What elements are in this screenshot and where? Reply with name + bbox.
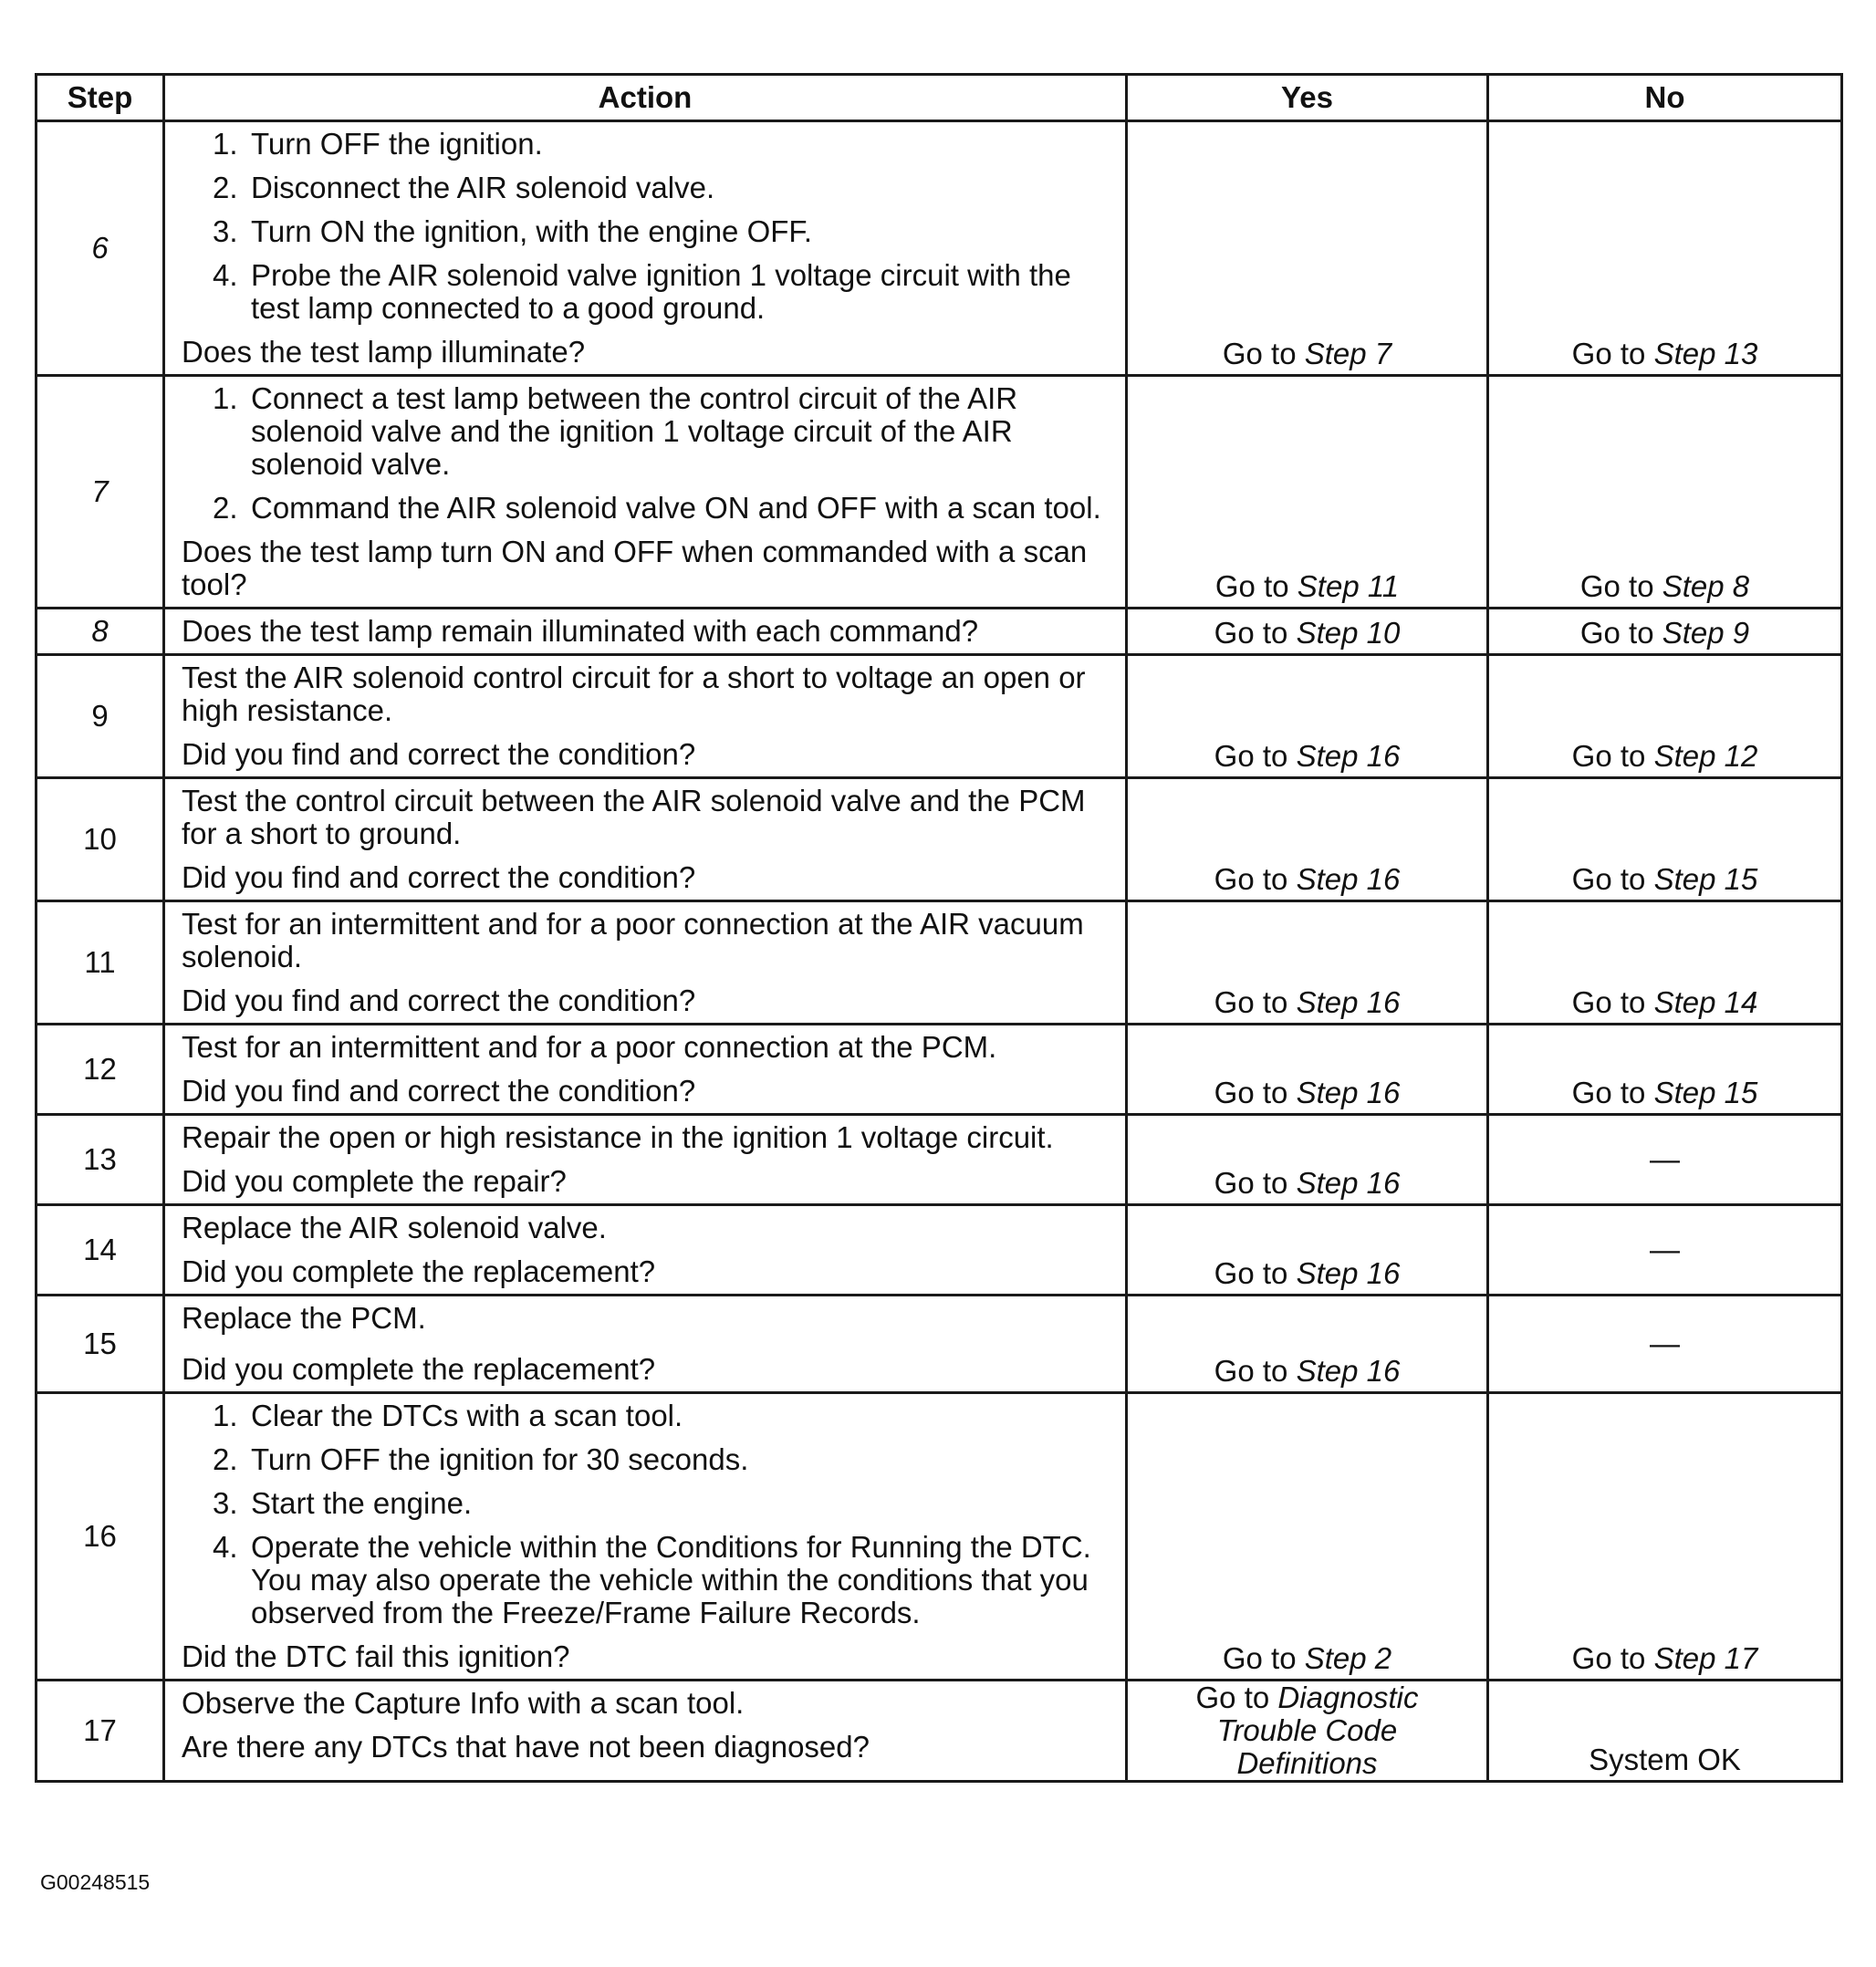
substep-list [182, 128, 1114, 325]
substep [182, 1531, 1114, 1629]
action-cell [164, 609, 1127, 655]
step-reference: Step 11 [1297, 569, 1400, 603]
question: Did you find and correct the condition? [182, 1074, 696, 1108]
table-row [36, 1115, 1842, 1205]
step-reference: Step 16 [1296, 1256, 1401, 1290]
substep-number: 3. [213, 214, 238, 248]
substep-number: 4. [213, 258, 238, 292]
goto-prefix: Go to [1571, 337, 1654, 370]
step-reference: Step 16 [1296, 985, 1401, 1019]
goto-prefix: Go to [1579, 569, 1662, 603]
table-row [36, 901, 1842, 1025]
step-reference: Step 15 [1653, 862, 1758, 896]
table-row [36, 655, 1842, 778]
substep-text: Start the engine. [251, 1486, 473, 1520]
action-cell [164, 121, 1127, 376]
substep-text: Probe the AIR solenoid valve ignition 1 voltage circuit with the test lamp connected to a good ground. [251, 258, 1071, 325]
action-cell [164, 1205, 1127, 1296]
step-reference: Step 16 [1296, 1076, 1401, 1109]
substep-text: Disconnect the AIR solenoid valve. [251, 171, 715, 204]
question: Did you find and correct the condition? [182, 860, 696, 894]
table-row [36, 609, 1842, 655]
action-text: Test the control circuit between the AIR solenoid valve and the PCM for a short to ground. [182, 784, 1086, 850]
yes-cell [1127, 901, 1488, 1025]
yes-cell [1127, 376, 1488, 609]
step-number: 16 [36, 1393, 164, 1681]
goto-prefix: Go to [1214, 862, 1297, 896]
step-reference: Step 8 [1662, 569, 1750, 603]
step-reference: Step 14 [1653, 985, 1758, 1019]
action-text: Test the AIR solenoid control circuit for a short to voltage an open or high resistance. [182, 661, 1086, 727]
action-cell [164, 1681, 1127, 1782]
goto-prefix: Go to [1571, 739, 1654, 773]
action-cell [164, 778, 1127, 901]
no-cell-dash: — [1488, 1115, 1842, 1205]
goto-prefix: Go to [1214, 1256, 1297, 1290]
no-cell [1488, 901, 1842, 1025]
action-text: Test for an intermittent and for a poor connection at the PCM. [182, 1030, 997, 1064]
table-row [36, 1296, 1842, 1393]
substep-number: 1. [213, 127, 238, 161]
substep-text: Turn OFF the ignition for 30 seconds. [251, 1442, 749, 1476]
substep-number: 1. [213, 381, 238, 415]
yes-cell [1127, 1296, 1488, 1393]
goto-prefix: Go to [1195, 1681, 1278, 1714]
yes-cell [1127, 1205, 1488, 1296]
yes-cell [1127, 655, 1488, 778]
goto-prefix: Go to [1214, 1166, 1297, 1200]
step-number: 10 [36, 778, 164, 901]
action-cell [164, 901, 1127, 1025]
header-yes: Yes [1127, 75, 1488, 121]
no-cell [1488, 1393, 1842, 1681]
action-cell [164, 1296, 1127, 1393]
question: Did you complete the repair? [182, 1164, 567, 1198]
yes-cell [1127, 1115, 1488, 1205]
substep-text: Command the AIR solenoid valve ON and OFF with a scan tool. [251, 491, 1101, 525]
action-cell [164, 1115, 1127, 1205]
question: Did you find and correct the condition? [182, 984, 696, 1017]
goto-prefix: Go to [1214, 1076, 1297, 1109]
substep-number: 1. [213, 1399, 238, 1432]
header-step: Step [36, 75, 164, 121]
step-number: 17 [36, 1681, 164, 1782]
goto-prefix: Go to [1214, 1354, 1297, 1388]
substep-number: 2. [213, 1442, 238, 1476]
step-reference: Step 12 [1653, 739, 1758, 773]
question: Are there any DTCs that have not been diagnosed? [182, 1730, 870, 1764]
goto-prefix: Go to [1222, 337, 1305, 370]
step-number: 7 [36, 376, 164, 609]
step-reference: Step 17 [1653, 1641, 1758, 1675]
question: Does the test lamp remain illuminated with each command? [182, 614, 979, 648]
question: Did you complete the replacement? [182, 1352, 656, 1386]
step-number: 13 [36, 1115, 164, 1205]
substep-list [182, 1400, 1114, 1629]
step-reference: Step 13 [1653, 337, 1758, 370]
step-number: 6 [36, 121, 164, 376]
goto-prefix: Go to [1571, 985, 1654, 1019]
step-reference: Step 10 [1296, 616, 1401, 650]
substep [182, 382, 1114, 481]
yes-cell [1127, 121, 1488, 376]
table-row [36, 121, 1842, 376]
no-cell [1488, 376, 1842, 609]
substep [182, 1400, 1114, 1432]
step-number: 11 [36, 901, 164, 1025]
question: Did you find and correct the condition? [182, 737, 696, 771]
no-cell [1488, 609, 1842, 655]
substep [182, 492, 1114, 525]
no-cell: System OK [1488, 1681, 1842, 1782]
no-cell [1488, 1025, 1842, 1115]
substep [182, 1487, 1114, 1520]
step-reference: Diagnostic Trouble Code Definitions [1216, 1681, 1419, 1780]
yes-cell [1127, 1681, 1488, 1782]
action-text: Replace the AIR solenoid valve. [182, 1211, 607, 1244]
action-text: Replace the PCM. [182, 1301, 426, 1335]
substep-text: Turn OFF the ignition. [251, 127, 543, 161]
goto-prefix: Go to [1579, 616, 1662, 650]
substep-text: Connect a test lamp between the control circuit of the AIR solenoid valve and the ignition 1 voltage circuit of the AIR solenoid valve. [251, 381, 1018, 481]
question: Does the test lamp illuminate? [182, 335, 586, 369]
yes-cell [1127, 1025, 1488, 1115]
step-reference: Step 7 [1304, 337, 1392, 370]
no-cell-dash: — [1488, 1296, 1842, 1393]
table-row [36, 778, 1842, 901]
action-cell [164, 376, 1127, 609]
step-reference: Step 16 [1296, 1166, 1401, 1200]
substep [182, 259, 1114, 325]
yes-cell [1127, 1393, 1488, 1681]
substep [182, 128, 1114, 161]
no-cell [1488, 778, 1842, 901]
substep-text: Operate the vehicle within the Conditions for Running the DTC. You may also operate the vehicle within the conditions that you observed from the Freeze/Frame Failure Records. [251, 1530, 1091, 1629]
step-number: 8 [36, 609, 164, 655]
step-number: 14 [36, 1205, 164, 1296]
header-no: No [1488, 75, 1842, 121]
goto-prefix: Go to [1222, 1641, 1305, 1675]
substep [182, 1443, 1114, 1476]
table-row [36, 1393, 1842, 1681]
table-row [36, 1025, 1842, 1115]
question: Does the test lamp turn ON and OFF when commanded with a scan tool? [182, 535, 1088, 601]
yes-cell [1127, 778, 1488, 901]
goto-prefix: Go to [1214, 616, 1297, 650]
header-row [36, 75, 1842, 121]
substep-number: 3. [213, 1486, 238, 1520]
goto-prefix: Go to [1214, 569, 1298, 603]
action-text: Repair the open or high resistance in the ignition 1 voltage circuit. [182, 1120, 1054, 1154]
step-reference: Step 15 [1653, 1076, 1758, 1109]
table-row [36, 1681, 1842, 1782]
step-reference: Step 16 [1296, 862, 1401, 896]
action-cell [164, 1393, 1127, 1681]
substep-number: 4. [213, 1530, 238, 1564]
yes-cell [1127, 609, 1488, 655]
action-text: Observe the Capture Info with a scan tool. [182, 1686, 745, 1720]
header-action: Action [164, 75, 1127, 121]
step-number: 15 [36, 1296, 164, 1393]
table-row [36, 1205, 1842, 1296]
action-text: Test for an intermittent and for a poor connection at the AIR vacuum solenoid. [182, 907, 1084, 973]
goto-prefix: Go to [1571, 862, 1654, 896]
substep-number: 2. [213, 491, 238, 525]
step-number: 9 [36, 655, 164, 778]
substep-list [182, 382, 1114, 525]
no-cell-dash: — [1488, 1205, 1842, 1296]
step-number: 12 [36, 1025, 164, 1115]
step-reference: Step 9 [1662, 616, 1750, 650]
figure-code: G00248515 [40, 1870, 151, 1894]
question: Did the DTC fail this ignition? [182, 1639, 570, 1673]
action-cell [164, 655, 1127, 778]
goto-prefix: Go to [1571, 1076, 1654, 1109]
goto-prefix: Go to [1214, 739, 1297, 773]
substep-text: Turn ON the ignition, with the engine OFF. [251, 214, 813, 248]
substep-number: 2. [213, 171, 238, 204]
substep-text: Clear the DTCs with a scan tool. [251, 1399, 683, 1432]
substep [182, 172, 1114, 204]
goto-prefix: Go to [1571, 1641, 1654, 1675]
substep [182, 215, 1114, 248]
question: Did you complete the replacement? [182, 1254, 656, 1288]
no-cell [1488, 655, 1842, 778]
step-reference: Step 2 [1304, 1641, 1392, 1675]
diagnostic-table [35, 73, 1843, 1783]
step-reference: Step 16 [1296, 1354, 1401, 1388]
table-row [36, 376, 1842, 609]
no-cell [1488, 121, 1842, 376]
action-cell [164, 1025, 1127, 1115]
goto-prefix: Go to [1214, 985, 1297, 1019]
step-reference: Step 16 [1296, 739, 1401, 773]
